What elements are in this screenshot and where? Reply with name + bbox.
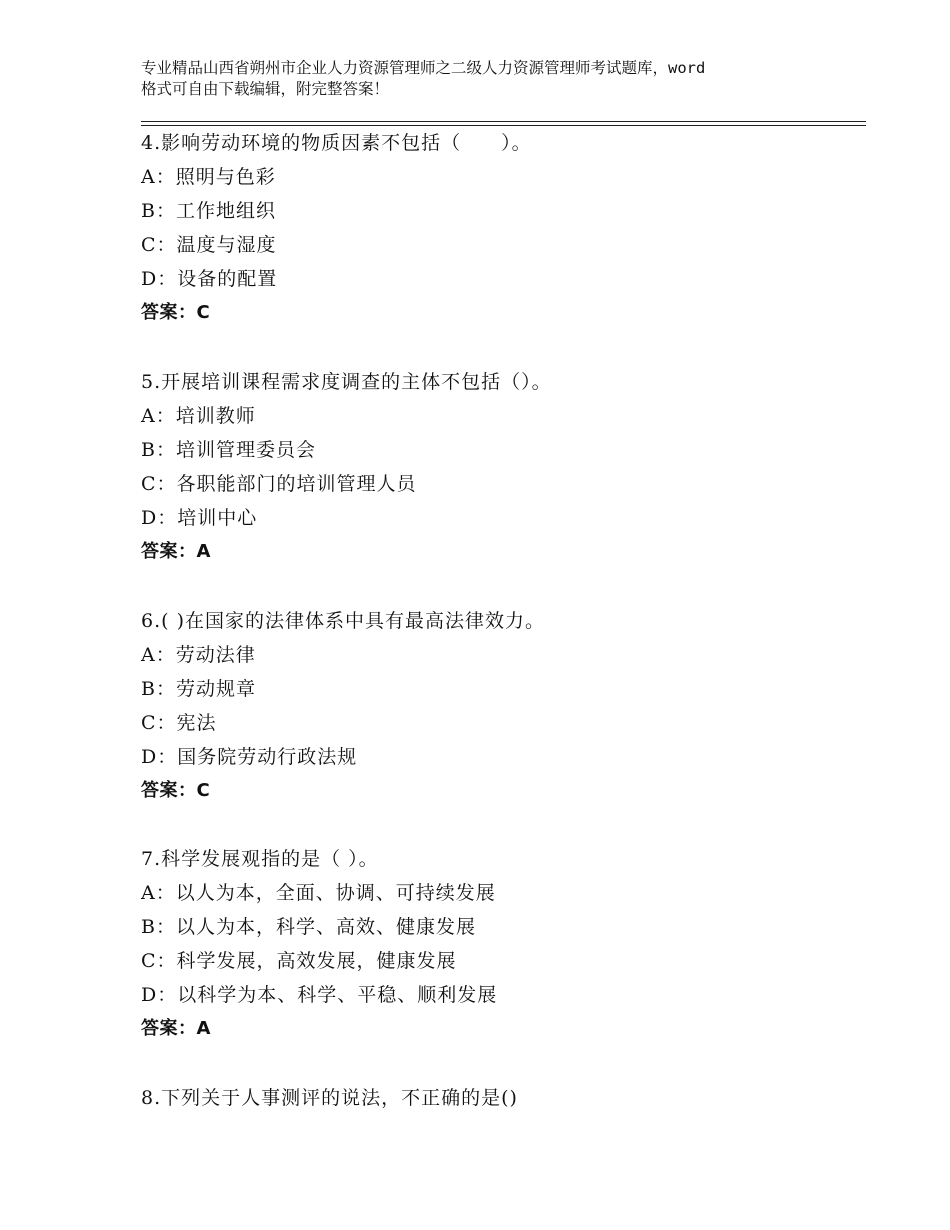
header-line-2: 格式可自由下载编辑，附完整答案！: [141, 80, 390, 98]
answer-line: 答案：C: [141, 302, 211, 323]
option-d: D：以科学为本、科学、平稳、顺利发展: [141, 984, 498, 1006]
option-a: A：劳动法律: [141, 644, 256, 666]
option-d: D：设备的配置: [141, 268, 278, 290]
answer-line: 答案：A: [141, 541, 211, 562]
question-7: [141, 842, 497, 1046]
question-5: [141, 365, 552, 569]
question-4: [141, 126, 532, 330]
question-stem: 8.下列关于人事测评的说法，不正确的是(): [141, 1087, 518, 1109]
option-b: B：以人为本，科学、高效、健康发展: [141, 916, 476, 938]
option-c: C：各职能部门的培训管理人员: [141, 473, 417, 495]
question-8: [141, 1081, 518, 1115]
option-b: B：工作地组织: [141, 200, 276, 222]
header-divider-top: [141, 121, 866, 122]
option-c: C：宪法: [141, 712, 217, 734]
header-line-1: 专业精品山西省朔州市企业人力资源管理师之二级人力资源管理师考试题库，word: [141, 59, 706, 77]
option-c: C：科学发展，高效发展，健康发展: [141, 950, 457, 972]
document-header: [141, 58, 841, 100]
question-stem: 5.开展培训课程需求度调查的主体不包括（）。: [141, 371, 552, 393]
question-6: [141, 604, 545, 808]
answer-line: 答案：A: [141, 1018, 211, 1039]
option-a: A：以人为本，全面、协调、可持续发展: [141, 882, 496, 904]
option-b: B：培训管理委员会: [141, 439, 316, 461]
question-stem: 4.影响劳动环境的物质因素不包括（ ）。: [141, 132, 532, 154]
answer-line: 答案：C: [141, 780, 211, 801]
question-stem: 6.( )在国家的法律体系中具有最高法律效力。: [141, 610, 545, 632]
option-d: D：培训中心: [141, 507, 258, 529]
question-stem: 7.科学发展观指的是（ ）。: [141, 848, 379, 870]
option-c: C：温度与湿度: [141, 234, 277, 256]
option-b: B：劳动规章: [141, 678, 256, 700]
option-a: A：培训教师: [141, 405, 256, 427]
option-d: D：国务院劳动行政法规: [141, 746, 358, 768]
option-a: A：照明与色彩: [141, 166, 276, 188]
